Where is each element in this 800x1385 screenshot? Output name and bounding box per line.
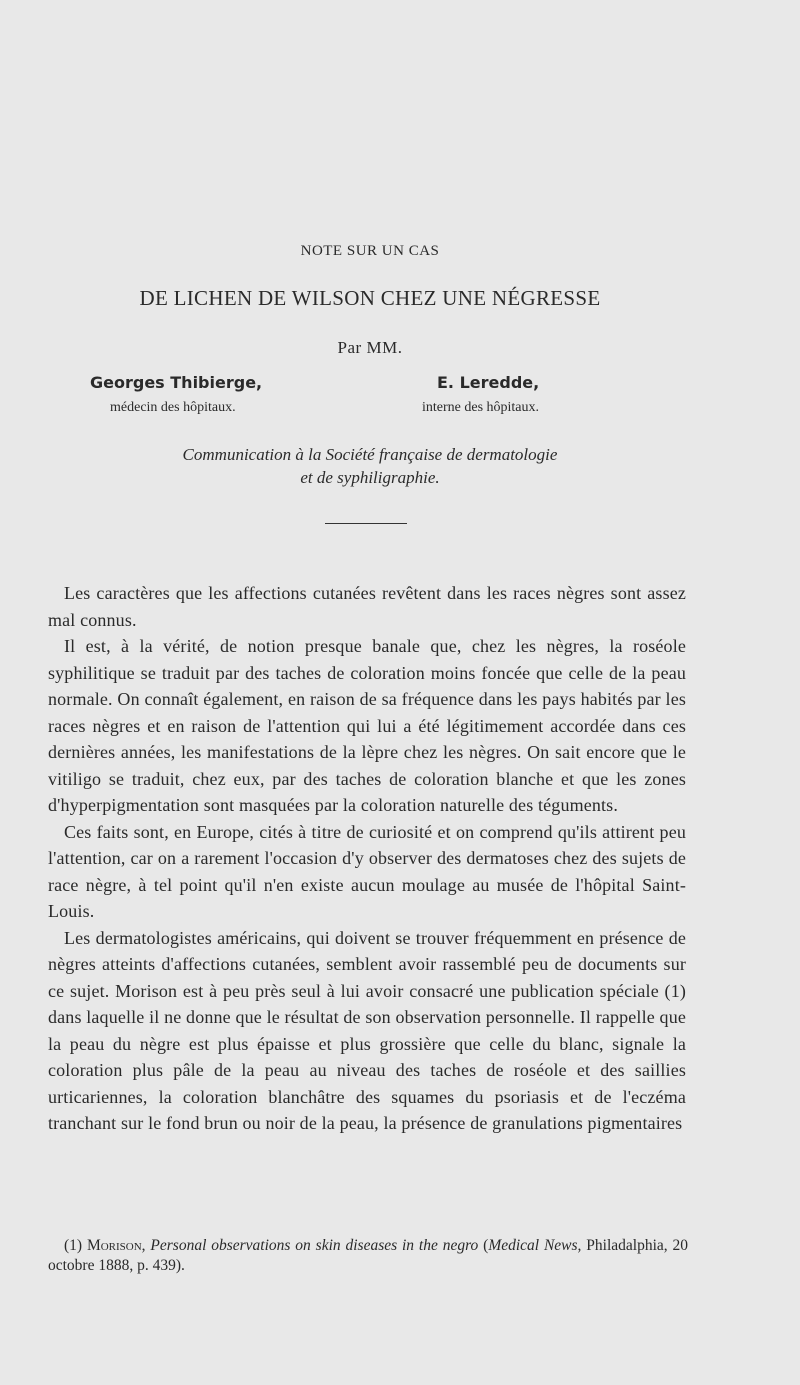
footnote	[48, 1236, 688, 1276]
author-role-thibierge: médecin des hôpitaux.	[110, 400, 236, 415]
paragraph: Il est, à la vérité, de notion presque banale que, chez les nègres, la roséole syphilitique se traduit par des taches de coloration moins foncée que celle de la peau normale. On connaît également, en raison de sa fréquence dans les pays habités par les races nègres et en raison de l'attention qui lui a été légitimement accordée dans ces dernières années, les manifestations de la lèpre chez les nègres. On sait encore que le vitiligo se traduit, chez eux, par des taches de coloration blanche et que les zones d'hyperpigmentation sont masquées par la coloration naturelle des téguments.	[48, 636, 686, 815]
byline: Par MM.	[337, 338, 403, 357]
footnote-author: Morison,	[86, 1237, 146, 1254]
section-divider	[325, 523, 407, 524]
footnote-title: Personal observations on skin diseases in the negro	[150, 1237, 479, 1254]
footnote-text: (1) Morison, Personal observations on skin diseases in the negro (Medical News, Philadalphia, 20 octobre 1888, p. 439).	[48, 1237, 689, 1274]
paragraph: Ces faits sont, en Europe, cités à titre de curiosité et on comprend qu'ils attirent peu l'attention, car on a rarement l'occasion d'y observer des dermatoses chez des sujets de race nègre, à tel point qu'il n'en existe aucun moulage au musée de l'hôpital Saint-Louis.	[48, 821, 686, 921]
communication-note	[0, 443, 740, 489]
footnote-journal: Medical News,	[488, 1237, 582, 1254]
paragraph: Les dermatologistes américains, qui doivent se trouver fréquemment en présence de nègres atteints d'affections cutanées, semblent avoir rassemblé peu de documents sur ce sujet. Morison est à peu près seul à lui avoir consacré une publication spéciale (1) dans laquelle il ne donne que le résultat de son observation personnelle. Il rappelle que la peau du nègre est plus épaisse et plus grossière que celle du blanc, signale la coloration plus pâle de la peau au niveau des taches de roséole et des saillies urticariennes, la coloration blanchâtre des squames du psoriasis et de l'eczéma tranchant sur le fond brun ou noir de la peau, la présence de granulations pigmentaires	[48, 927, 686, 1133]
footnote-rest: Philadalphia, 20 octobre 1888, p. 439).	[48, 1237, 689, 1274]
author-name-leredde: E. Leredde,	[437, 373, 540, 392]
paragraph: Les caractères que les affections cutanées revêtent dans les races nègres sont assez mal connus.	[48, 583, 686, 630]
communication-line-2: et de syphiligraphie.	[300, 468, 440, 487]
article-kicker: NOTE SUR UN CAS	[300, 243, 440, 259]
article-title: DE LICHEN DE WILSON CHEZ UNE NÉGRESSE	[139, 286, 601, 310]
article-body	[48, 580, 686, 1137]
author-name-thibierge: Georges Thibierge,	[90, 373, 263, 392]
communication-line-1: Communication à la Société française de dermatologie	[182, 445, 558, 464]
footnote-marker: (1)	[64, 1237, 87, 1254]
author-role-leredde: interne des hôpitaux.	[422, 400, 540, 415]
